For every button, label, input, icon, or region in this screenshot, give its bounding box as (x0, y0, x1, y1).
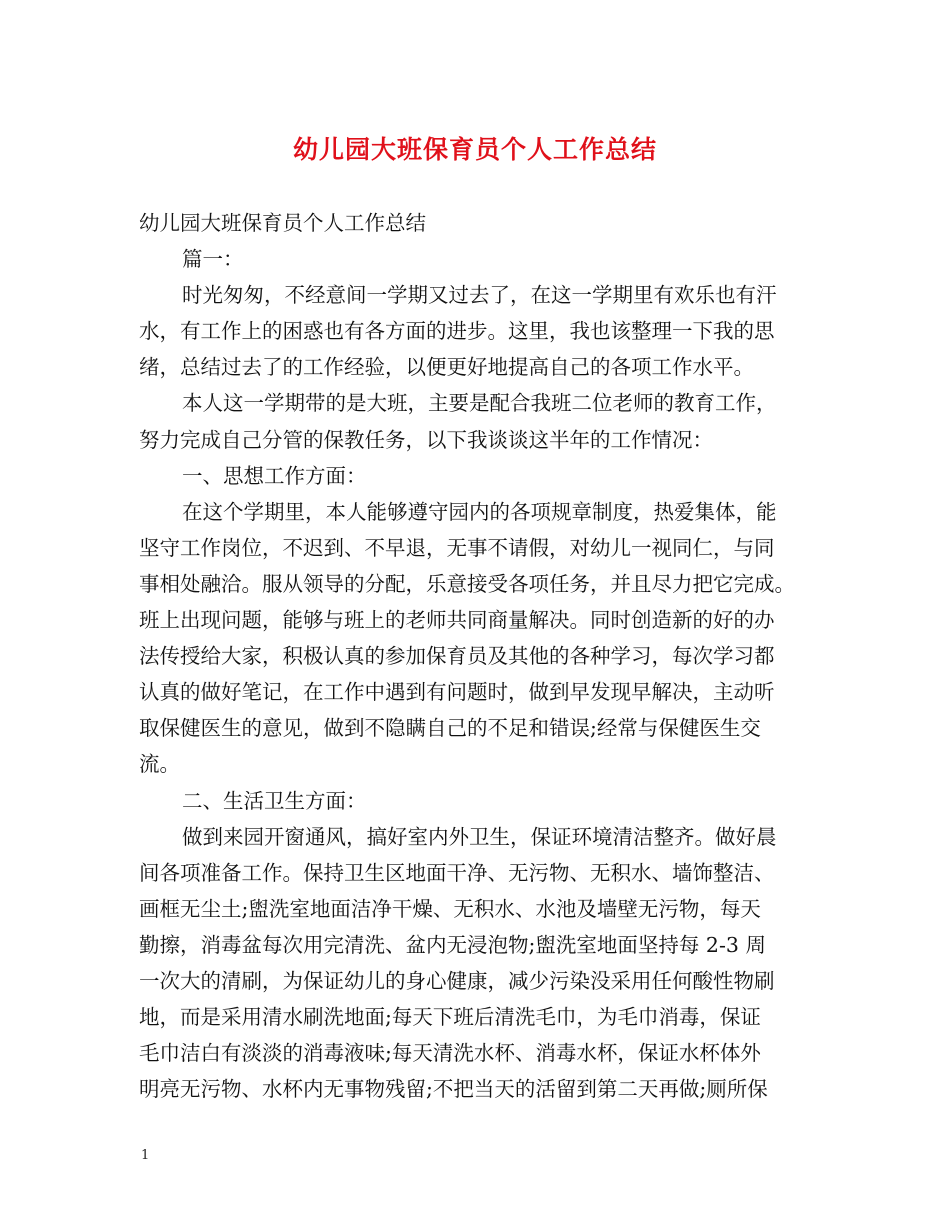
document-title: 幼儿园大班保育员个人工作总结 (292, 135, 657, 164)
text-line: 篇一： (182, 247, 244, 272)
text-line: 时光匆匆，不经意间一学期又过去了，在这一学期里有欢乐也有汗 (182, 283, 777, 308)
text-line: 毛巾洁白有淡淡的消毒液味;每天清洗水杯、消毒水杯，保证水杯体外 (139, 1041, 761, 1066)
text-line: 画框无尘土;盥洗室地面洁净干燥、无积水、水池及墙壁无污物，每天 (139, 896, 761, 921)
text-line: 间各项准备工作。保持卫生区地面干净、无污物、无积水、墙饰整洁、 (139, 860, 775, 885)
text-line: 本人这一学期带的是大班，主要是配合我班二位老师的教育工作， (182, 391, 777, 416)
text-line: 二、生活卫生方面： (182, 788, 367, 813)
text-line: 一、思想工作方面： (182, 463, 367, 488)
text-line: 地，而是采用清水刷洗地面;每天下班后清洗毛巾，为毛巾消毒，保证 (139, 1005, 761, 1030)
text-line: 流。 (139, 752, 180, 777)
text-line: 水，有工作上的困惑也有各方面的进步。这里，我也该整理一下我的思 (139, 319, 775, 344)
text-line: 做到来园开窗通风，搞好室内外卫生，保证环境清洁整齐。做好晨 (182, 824, 777, 849)
text-line: 努力完成自己分管的保教任务，以下我谈谈这半年的工作情况： (139, 427, 713, 452)
text-line: 坚守工作岗位，不迟到、不早退，无事不请假，对幼儿一视同仁，与同 (139, 535, 775, 560)
text-line: 明亮无污物、水杯内无事物残留;不把当天的活留到第二天再做;厕所保 (139, 1077, 768, 1102)
text-line: 在这个学期里，本人能够遵守园内的各项规章制度，热爱集体，能 (182, 499, 777, 524)
text-line: 一次大的清刷，为保证幼儿的身心健康，减少污染没采用任何酸性物刷 (139, 968, 775, 993)
text-line: 班上出现问题，能够与班上的老师共同商量解决。同时创造新的好的办 (139, 608, 775, 633)
page-number: 1 (141, 1148, 150, 1163)
document-body (139, 205, 815, 1107)
text-line: 事相处融洽。服从领导的分配，乐意接受各项任务，并且尽力把它完成。 (139, 571, 795, 596)
text-line: 勤擦，消毒盆每次用完清洗、盆内无浸泡物;盥洗室地面坚持每 2-3 周 (139, 932, 766, 957)
text-line: 幼儿园大班保育员个人工作总结 (139, 211, 426, 235)
text-line: 法传授给大家，积极认真的参加保育员及其他的各种学习，每次学习都 (139, 644, 775, 669)
text-line: 取保健医生的意见，做到不隐瞒自己的不足和错误;经常与保健医生交 (139, 716, 761, 741)
text-line: 认真的做好笔记，在工作中遇到有问题时，做到早发现早解决，主动听 (139, 680, 775, 705)
text-line: 绪，总结过去了的工作经验，以便更好地提高自己的各项工作水平。 (139, 355, 754, 380)
